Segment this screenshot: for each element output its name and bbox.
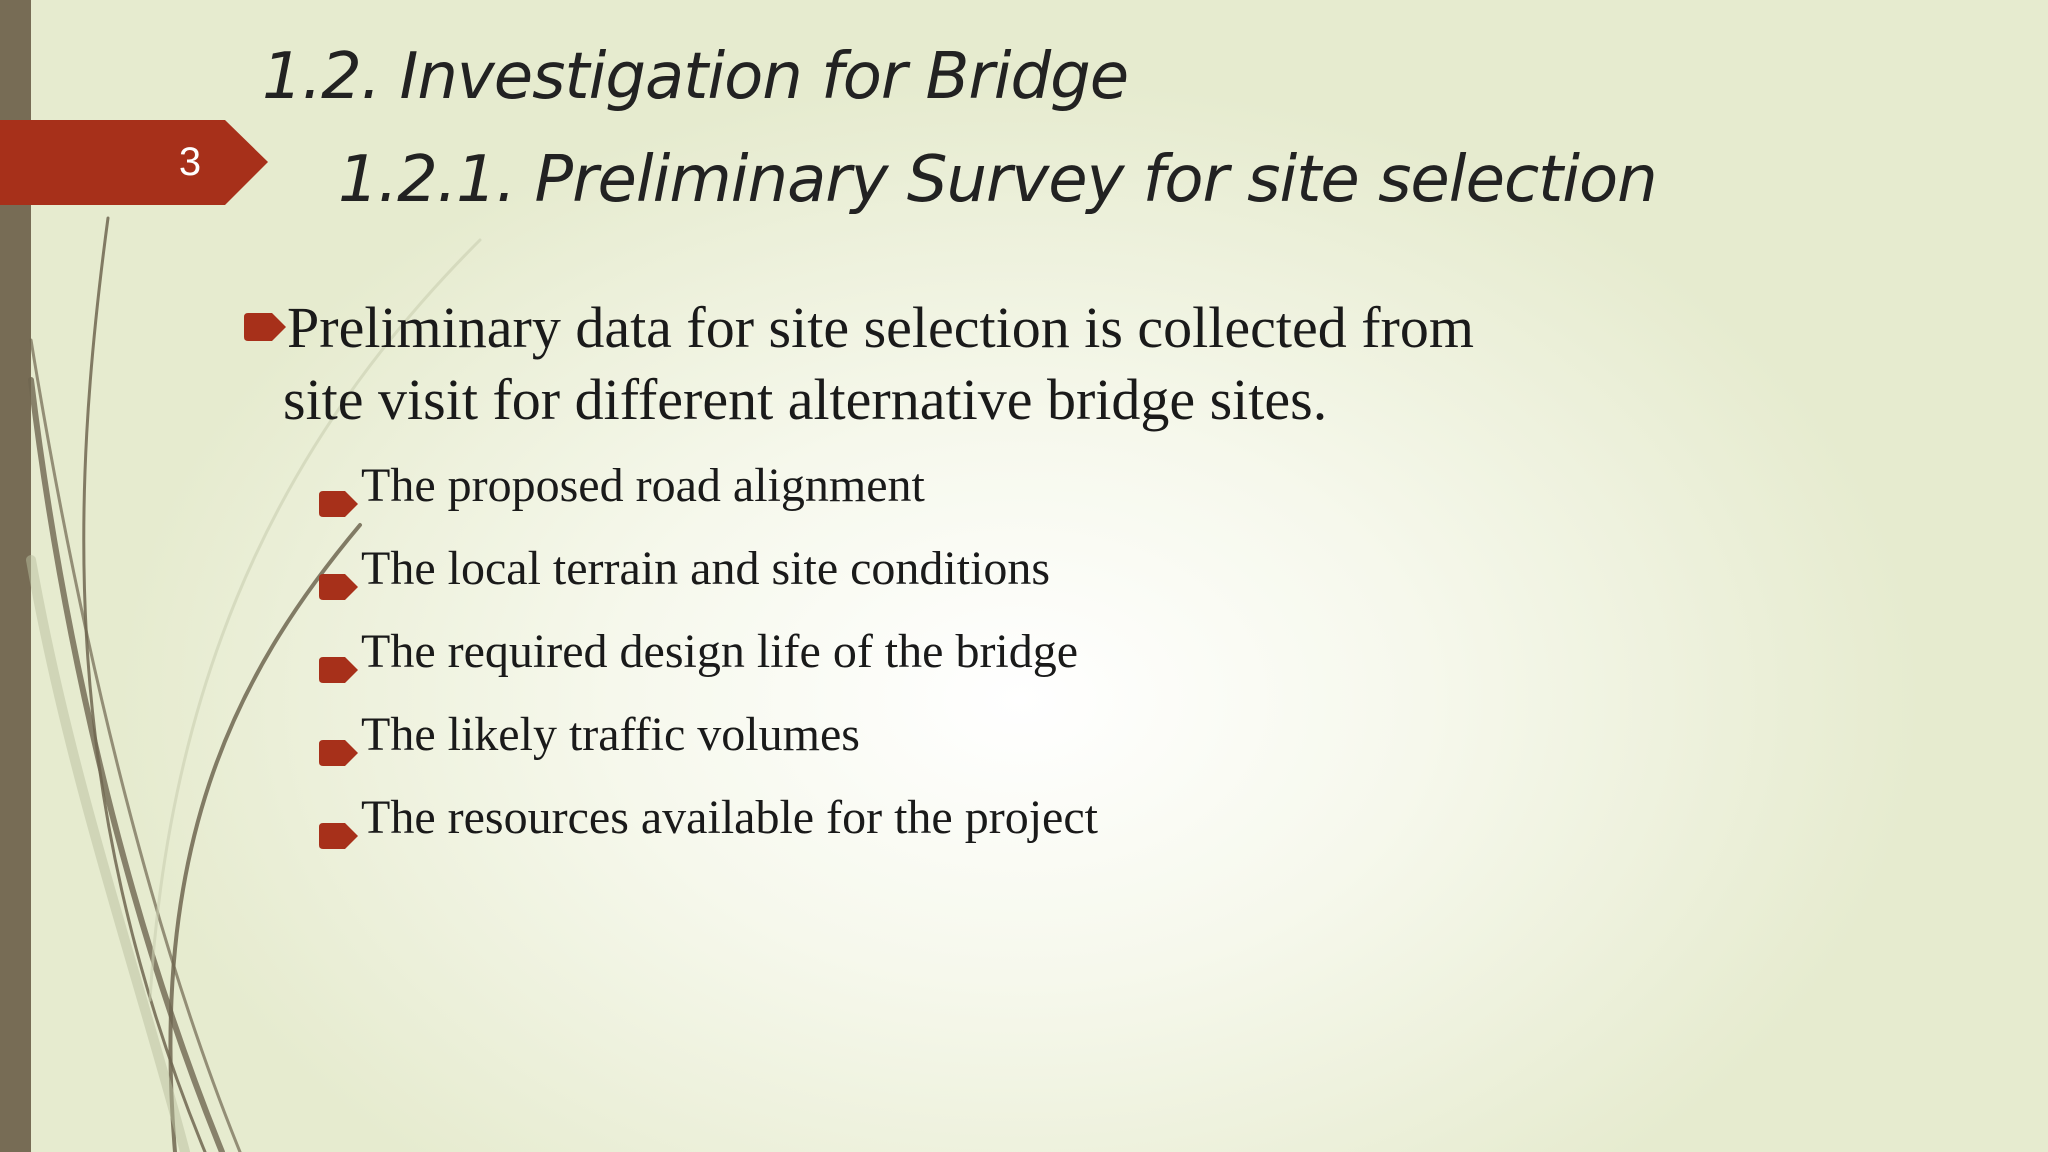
sub-bullet-item: [318, 541, 1050, 597]
main-bullet-line-2: site visit for different alternative bridge sites.: [283, 367, 1328, 432]
sub-bullet-text: The required design life of the bridge: [361, 625, 1079, 678]
sub-bullet-item: [318, 624, 1078, 680]
sub-bullet-item: [318, 707, 860, 763]
pointing-arrow-icon: [318, 640, 361, 668]
pointing-arrow-icon: [318, 474, 361, 502]
pointing-arrow-icon: [318, 723, 361, 751]
sub-bullet-text: The likely traffic volumes: [361, 708, 860, 761]
sub-bullet-text: The local terrain and site conditions: [361, 542, 1051, 595]
pointing-arrow-icon: [242, 313, 286, 341]
slide-subtitle: 1.2.1. Preliminary Survey for site selection: [338, 143, 1657, 217]
slide-number-tag: [0, 120, 268, 205]
pointing-arrow-icon: [318, 557, 361, 585]
main-bullet-line-1: Preliminary data for site selection is collected from: [287, 295, 1474, 360]
pointing-arrow-icon: [318, 806, 361, 834]
sub-bullet-text: The resources available for the project: [361, 791, 1098, 844]
slide-number: 3: [178, 140, 202, 184]
main-bullet-text: [283, 292, 1667, 436]
sub-bullet-item: [318, 790, 1098, 846]
slide-title: 1.2. Investigation for Bridge: [262, 40, 1129, 114]
sub-bullet-text: The proposed road alignment: [361, 459, 925, 512]
sub-bullet-item: [318, 458, 925, 514]
